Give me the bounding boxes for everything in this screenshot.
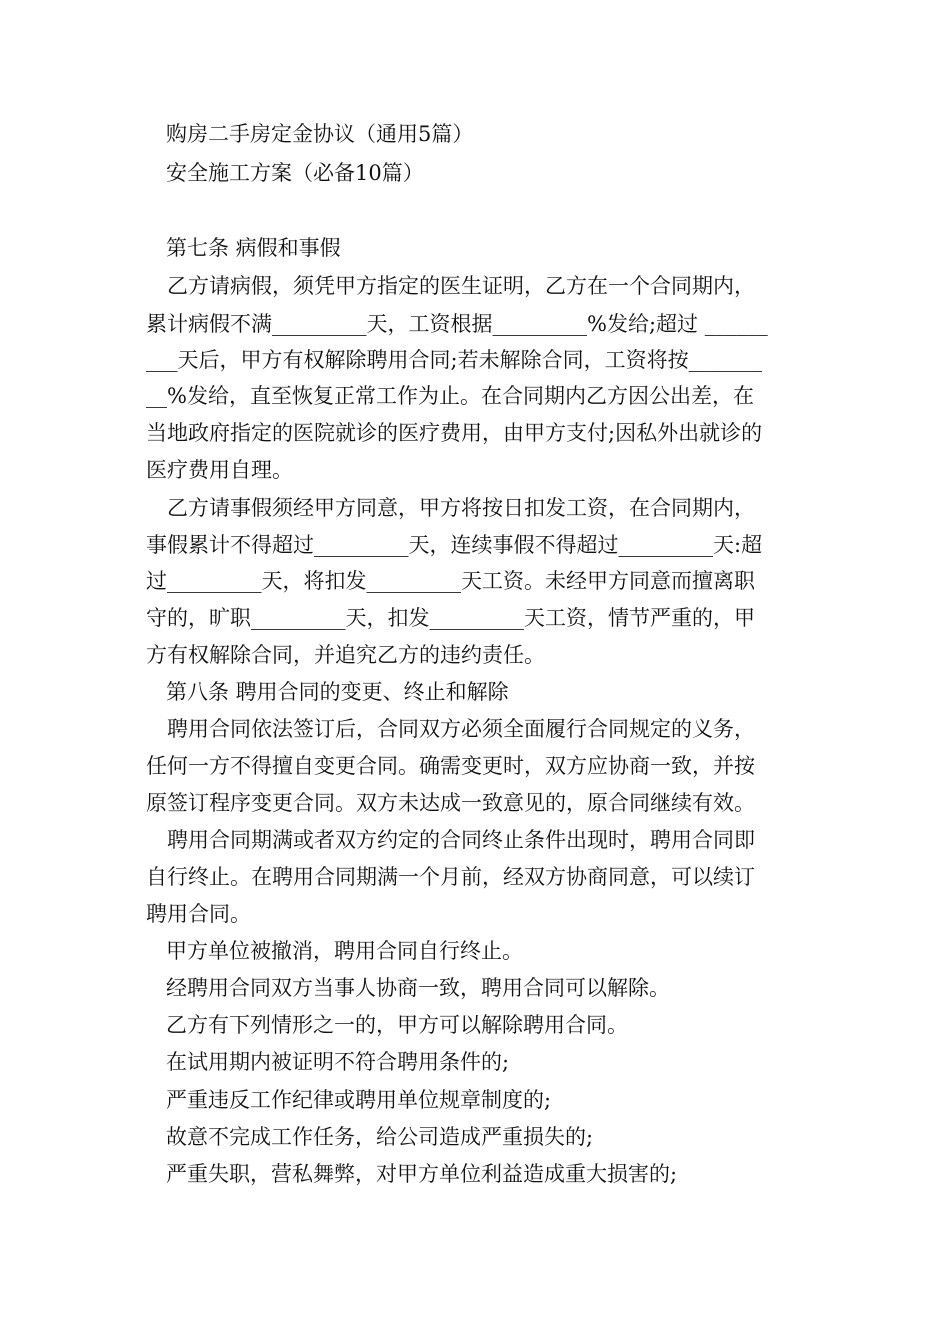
article8-para2-line: 聘用合同。: [146, 902, 251, 926]
article8-item: 严重失职，营私舞弊，对甲方单位利益造成重大损害的;: [166, 1162, 678, 1186]
article7-para1-line: ___天后，甲方有权解除聘用合同;若未解除合同，工资将按_______: [146, 348, 763, 372]
article8-item: 故意不完成工作任务，给公司造成严重损失的;: [166, 1125, 594, 1149]
article7-para2-line: 乙方请事假须经甲方同意，甲方将按日扣发工资，在合同期内，: [146, 496, 755, 520]
article8-item: 甲方单位被撤消，聘用合同自行终止。: [166, 939, 523, 963]
article8-heading: 第八条 聘用合同的变更、终止和解除: [166, 680, 509, 704]
article7-heading: 第七条 病假和事假: [166, 236, 341, 260]
article7-para2-line: 过_________天，将扣发_________天工资。未经甲方同意而擅离职: [146, 569, 755, 593]
article8-para1-line: 聘用合同依法签订后，合同双方必须全面履行合同规定的义务，: [146, 717, 755, 741]
article8-para2-line: 自行终止。在聘用合同期满一个月前，经双方协商同意，可以续订: [146, 865, 755, 889]
article7-para2-line: 方有权解除合同，并追究乙方的违约责任。: [146, 643, 545, 667]
article8-para1-line: 任何一方不得擅自变更合同。确需变更时，双方应协商一致，并按: [146, 754, 755, 778]
article8-item: 经聘用合同双方当事人协商一致，聘用合同可以解除。: [166, 976, 670, 1000]
article7-para1-line: 当地政府指定的医院就诊的医疗费用，由甲方支付;因私外出就诊的: [146, 421, 763, 445]
article7-para2-line: 守的，旷职_________天，扣发_________天工资，情节严重的，甲: [146, 606, 755, 630]
article8-item: 乙方有下列情形之一的，甲方可以解除聘用合同。: [166, 1013, 628, 1037]
article8-para2-line: 聘用合同期满或者双方约定的合同终止条件出现时，聘用合同即: [146, 828, 755, 852]
article7-para2-line: 事假累计不得超过_________天，连续事假不得超过_________天:超: [146, 533, 763, 557]
article8-para1-line: 原签订程序变更合同。双方未达成一致意见的，原合同继续有效。: [146, 791, 755, 815]
related-link-2[interactable]: 安全施工方案（必备10篇）: [166, 161, 424, 185]
article8-item: 严重违反工作纪律或聘用单位规章制度的;: [166, 1088, 552, 1112]
article7-para1-line: 乙方请病假，须凭甲方指定的医生证明，乙方在一个合同期内，: [146, 274, 755, 298]
article7-para1-line: 累计病假不满_________天，工资根据_________%发给;超过 ______: [146, 312, 768, 336]
related-link-1[interactable]: 购房二手房定金协议（通用5篇）: [166, 122, 474, 146]
article7-para1-line: __%发给，直至恢复正常工作为止。在合同期内乙方因公出差，在: [146, 384, 754, 408]
article8-item: 在试用期内被证明不符合聘用条件的;: [166, 1050, 510, 1074]
article7-para1-line: 医疗费用自理。: [146, 458, 293, 482]
